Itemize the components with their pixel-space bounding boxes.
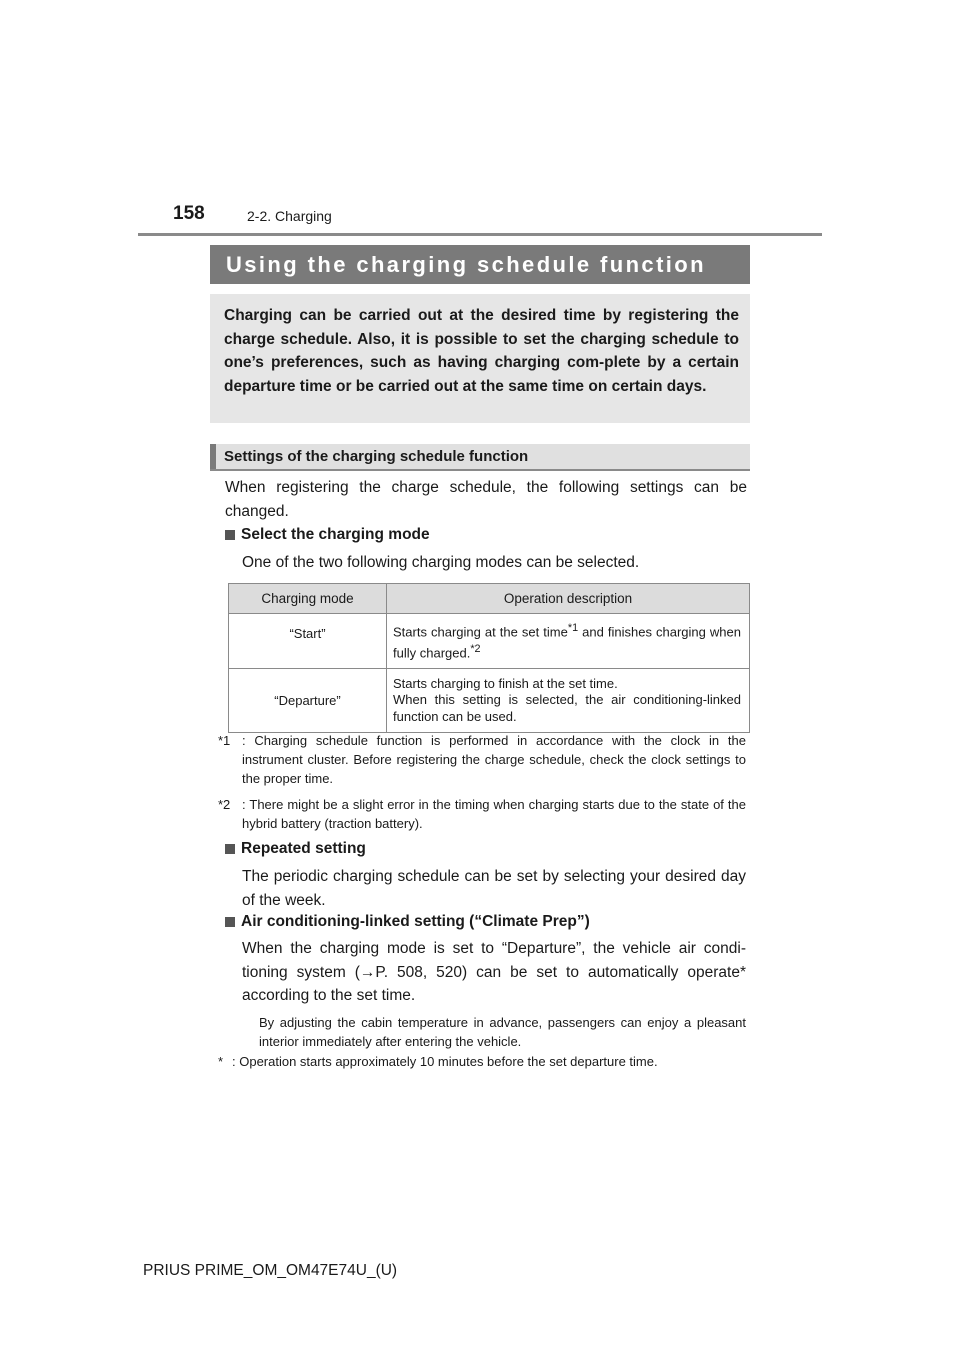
footnote-mark: *2 (218, 797, 231, 812)
climate-footnote (218, 1052, 746, 1071)
footnote-ref: *2 (470, 642, 481, 655)
desc-text: When this setting is selected, the air conditioning-linked function can be used. (393, 692, 741, 724)
table-cell-description (387, 668, 750, 732)
footnote-text: : There might be a slight error in the timing when charging starts due to the state of the hybrid battery (traction battery). (242, 797, 746, 831)
intro-box (210, 294, 750, 423)
table-row (229, 668, 750, 732)
select-mode-heading (225, 526, 430, 544)
subheading-accent (210, 444, 216, 469)
page-title: Using the charging schedule function (226, 251, 706, 277)
footnote-mark: * (218, 1054, 224, 1069)
table-header: Operation description (387, 584, 750, 614)
footnote-text: : Operation starts approximately 10 minutes before the set departure time. (232, 1054, 658, 1069)
square-bullet-icon (225, 844, 235, 854)
subheading: Settings of the charging schedule function (224, 448, 529, 465)
section-label: 2-2. Charging (247, 208, 332, 224)
select-mode-text: One of the two following charging modes can be selected. (242, 554, 640, 571)
climate-heading (225, 913, 590, 931)
climate-detail: By adjusting the cabin temperature in advance, passengers can enjoy a pleasant interior immediately after entering the vehicle. (259, 1015, 746, 1049)
climate-heading-text: Air conditioning-linked setting (“Climate Prep”) (241, 913, 590, 930)
table-cell-description (387, 614, 750, 669)
settings-intro: When registering the charge schedule, the following settings can be changed. (225, 479, 747, 520)
subheading-bar (210, 444, 750, 471)
table-cell-mode: “Start” (229, 614, 387, 669)
footnote-2 (218, 795, 746, 833)
square-bullet-icon (225, 917, 235, 927)
footer-doc-id: PRIUS PRIME_OM_OM47E74U_(U) (143, 1262, 398, 1279)
footnote-text: : Charging schedule function is performed in accordance with the clock in the instrument cluster. Before registering the charge schedule, check the clock settings to the proper time. (242, 733, 746, 786)
repeated-heading-text: Repeated setting (241, 840, 366, 857)
climate-text: When the charging mode is set to “Departure”, the vehicle air condi-tioning system (→P. 508, 520) can be set to automatically operate* according to the set time. (242, 940, 746, 1004)
square-bullet-icon (225, 530, 235, 540)
header-divider (138, 233, 822, 236)
footnote-1 (218, 731, 746, 788)
desc-text: Starts charging to finish at the set time. (393, 675, 618, 691)
footnote-ref: *1 (567, 622, 579, 634)
table-cell-mode: “Departure” (229, 668, 387, 732)
repeated-heading (225, 840, 366, 858)
footnote-mark: *1 (218, 733, 231, 748)
table-row (229, 614, 750, 669)
page-number: 158 (173, 203, 205, 224)
desc-text: Starts charging at the set time (393, 624, 568, 640)
intro-text: Charging can be carried out at the desired time by registering the charge schedule. Also, it is possible to set the charging schedule to one’s preferences, such as having charging com-plete by a certain departure time or be carried out at the same time on certain days. (224, 307, 739, 395)
table-header-row (229, 584, 750, 614)
select-mode-heading-text: Select the charging mode (241, 526, 430, 543)
charging-mode-table (228, 583, 750, 733)
title-bar (210, 245, 750, 284)
table-header: Charging mode (229, 584, 387, 614)
desc-text: and finishes charging when fully charged. (393, 624, 741, 661)
repeated-text: The periodic charging schedule can be set by selecting your desired day of the week. (242, 868, 746, 909)
